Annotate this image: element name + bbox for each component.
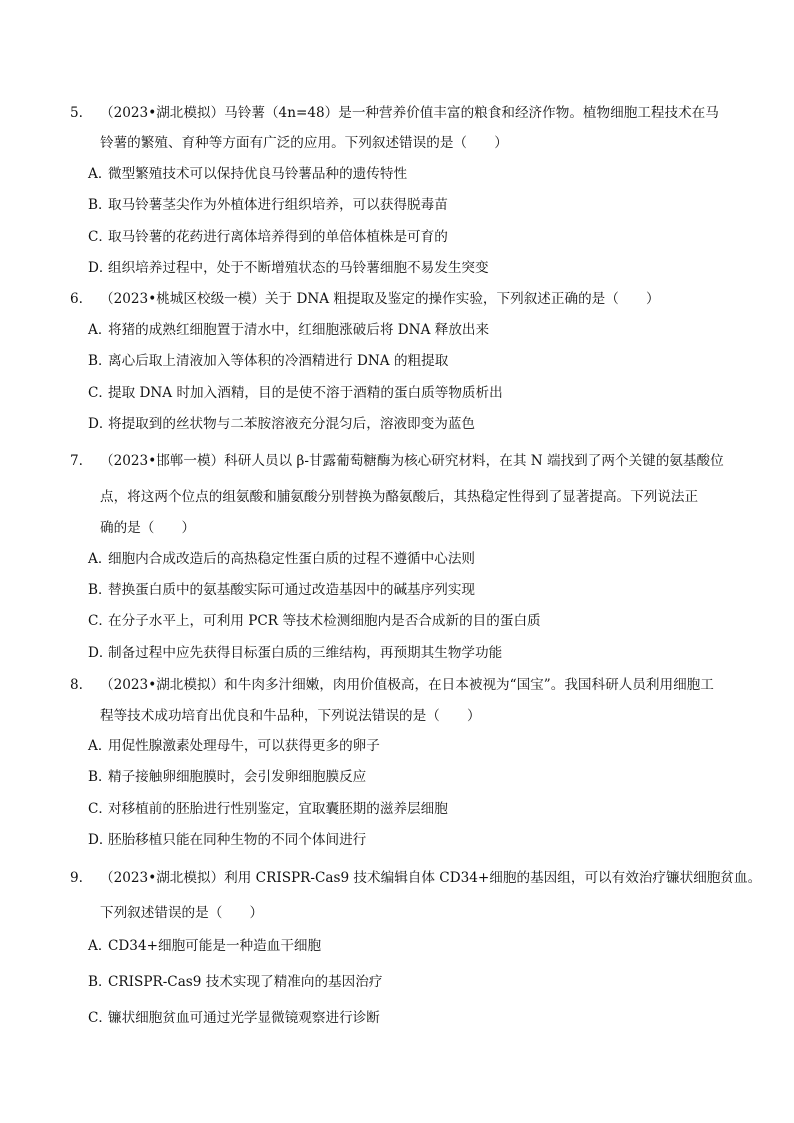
- question-number: 7.: [70, 453, 83, 469]
- question-stem-line: 下列叙述错误的是（ ）: [100, 905, 264, 921]
- option-text: 提取 DNA 时加入酒精，目的是使不溶于酒精的蛋白质等物质析出: [108, 385, 503, 401]
- option-text: 离心后取上清液加入等体积的冷酒精进行 DNA 的粗提取: [108, 353, 449, 369]
- question-stem-line: 程等技术成功培育出优良和牛品种，下列说法错误的是（ ）: [100, 708, 481, 724]
- option-b: [88, 195, 448, 215]
- option-text: 在分子水平上，可利用 PCR 等技术检测细胞内是否合成新的目的蛋白质: [108, 613, 541, 629]
- question-stem-line: （2023•湖北模拟）和牛肉多汁细嫩，肉用价值极高，在日本被视为“国宝”。我国科研人员利用细胞工: [100, 677, 714, 693]
- option-text: 制备过程中应先获得目标蛋白质的三维结构，再预期其生物学功能: [108, 645, 503, 661]
- option-text: 微型繁殖技术可以保持优良马铃薯品种的遗传特性: [108, 166, 408, 182]
- option-a: [88, 164, 407, 184]
- option-b: [88, 580, 475, 600]
- option-letter: A．: [88, 551, 112, 567]
- option-d: [88, 258, 489, 278]
- question-stem-line: （2023•湖北模拟）马铃薯（4n=48）是一种营养价值丰富的粮食和经济作物。植物细胞工程技术在马: [100, 105, 719, 121]
- option-c: [88, 227, 448, 247]
- option-letter: D．: [88, 416, 113, 432]
- option-a: [88, 736, 380, 756]
- option-text: 用促性腺激素处理母牛，可以获得更多的卵子: [108, 738, 380, 754]
- option-letter: B．: [88, 353, 112, 369]
- option-text: 对移植前的胚胎进行性别鉴定，宜取囊胚期的滋养层细胞: [108, 801, 448, 817]
- option-d: [88, 830, 366, 850]
- option-text: 取马铃薯茎尖作为外植体进行组织培养，可以获得脱毒苗: [108, 197, 448, 213]
- option-text: 将猪的成熟红细胞置于清水中，红细胞涨破后将 DNA 释放出来: [108, 322, 490, 338]
- option-d: [88, 414, 475, 434]
- option-letter: D．: [88, 260, 113, 276]
- option-c: [88, 799, 448, 819]
- option-a: [88, 549, 475, 569]
- option-a: [88, 936, 321, 956]
- option-letter: A．: [88, 322, 112, 338]
- option-letter: C．: [88, 229, 112, 245]
- option-letter: A．: [88, 166, 112, 182]
- option-text: 镰状细胞贫血可通过光学显微镜观察进行诊断: [108, 1010, 380, 1026]
- option-text: 将提取到的丝状物与二苯胺溶液充分混匀后，溶液即变为蓝色: [108, 416, 476, 432]
- question-number: 6.: [70, 291, 83, 307]
- option-text: CD34+细胞可能是一种造血干细胞: [108, 938, 322, 954]
- option-b: [88, 767, 366, 787]
- option-letter: B．: [88, 582, 112, 598]
- question-number: 5.: [70, 105, 83, 121]
- question-stem-line: 确的是（ ）: [100, 520, 196, 536]
- option-b: [88, 351, 448, 371]
- option-text: 细胞内合成改造后的高热稳定性蛋白质的过程不遵循中心法则: [108, 551, 476, 567]
- option-text: 取马铃薯的花药进行离体培养得到的单倍体植株是可育的: [108, 229, 448, 245]
- option-c: [88, 611, 541, 631]
- option-letter: B．: [88, 197, 112, 213]
- option-letter: D．: [88, 645, 113, 661]
- question-number: 8.: [70, 677, 83, 693]
- option-letter: C．: [88, 1010, 112, 1026]
- option-text: 组织培养过程中，处于不断增殖状态的马铃薯细胞不易发生突变: [108, 260, 489, 276]
- option-letter: B．: [88, 769, 112, 785]
- option-letter: B．: [88, 974, 112, 990]
- option-d: [88, 643, 502, 663]
- question-stem-line: 铃薯的繁殖、育种等方面有广泛的应用。下列叙述错误的是（ ）: [100, 135, 508, 151]
- option-a: [88, 320, 489, 340]
- option-letter: C．: [88, 801, 112, 817]
- option-letter: D．: [88, 832, 113, 848]
- option-letter: C．: [88, 385, 112, 401]
- question-stem-line: （2023•邯郸一模）科研人员以 β-甘露葡萄糖酶为核心研究材料，在其 N 端找到了两个关键的氨基酸位: [100, 453, 724, 469]
- option-text: CRISPR-Cas9 技术实现了精准向的基因治疗: [108, 974, 383, 990]
- option-text: 精子接触卵细胞膜时，会引发卵细胞膜反应: [108, 769, 367, 785]
- option-text: 胚胎移植只能在同种生物的不同个体间进行: [108, 832, 367, 848]
- option-letter: C．: [88, 613, 112, 629]
- option-b: [88, 972, 382, 992]
- question-stem-line: （2023•湖北模拟）利用 CRISPR-Cas9 技术编辑自体 CD34+细胞的基因组，可以有效治疗镰状细胞贫血。: [100, 870, 762, 886]
- option-letter: A．: [88, 938, 112, 954]
- question-stem-line: 点，将这两个位点的组氨酸和脯氨酸分别替换为酪氨酸后，其热稳定性得到了显著提高。下列说法正: [100, 489, 699, 505]
- option-c: [88, 1008, 380, 1028]
- option-letter: A．: [88, 738, 112, 754]
- option-c: [88, 383, 503, 403]
- question-stem-line: （2023•桃城区校级一模）关于 DNA 粗提取及鉴定的操作实验，下列叙述正确的是（ ）: [100, 291, 660, 307]
- question-number: 9.: [70, 870, 83, 886]
- option-text: 替换蛋白质中的氨基酸实际可通过改造基因中的碱基序列实现: [108, 582, 476, 598]
